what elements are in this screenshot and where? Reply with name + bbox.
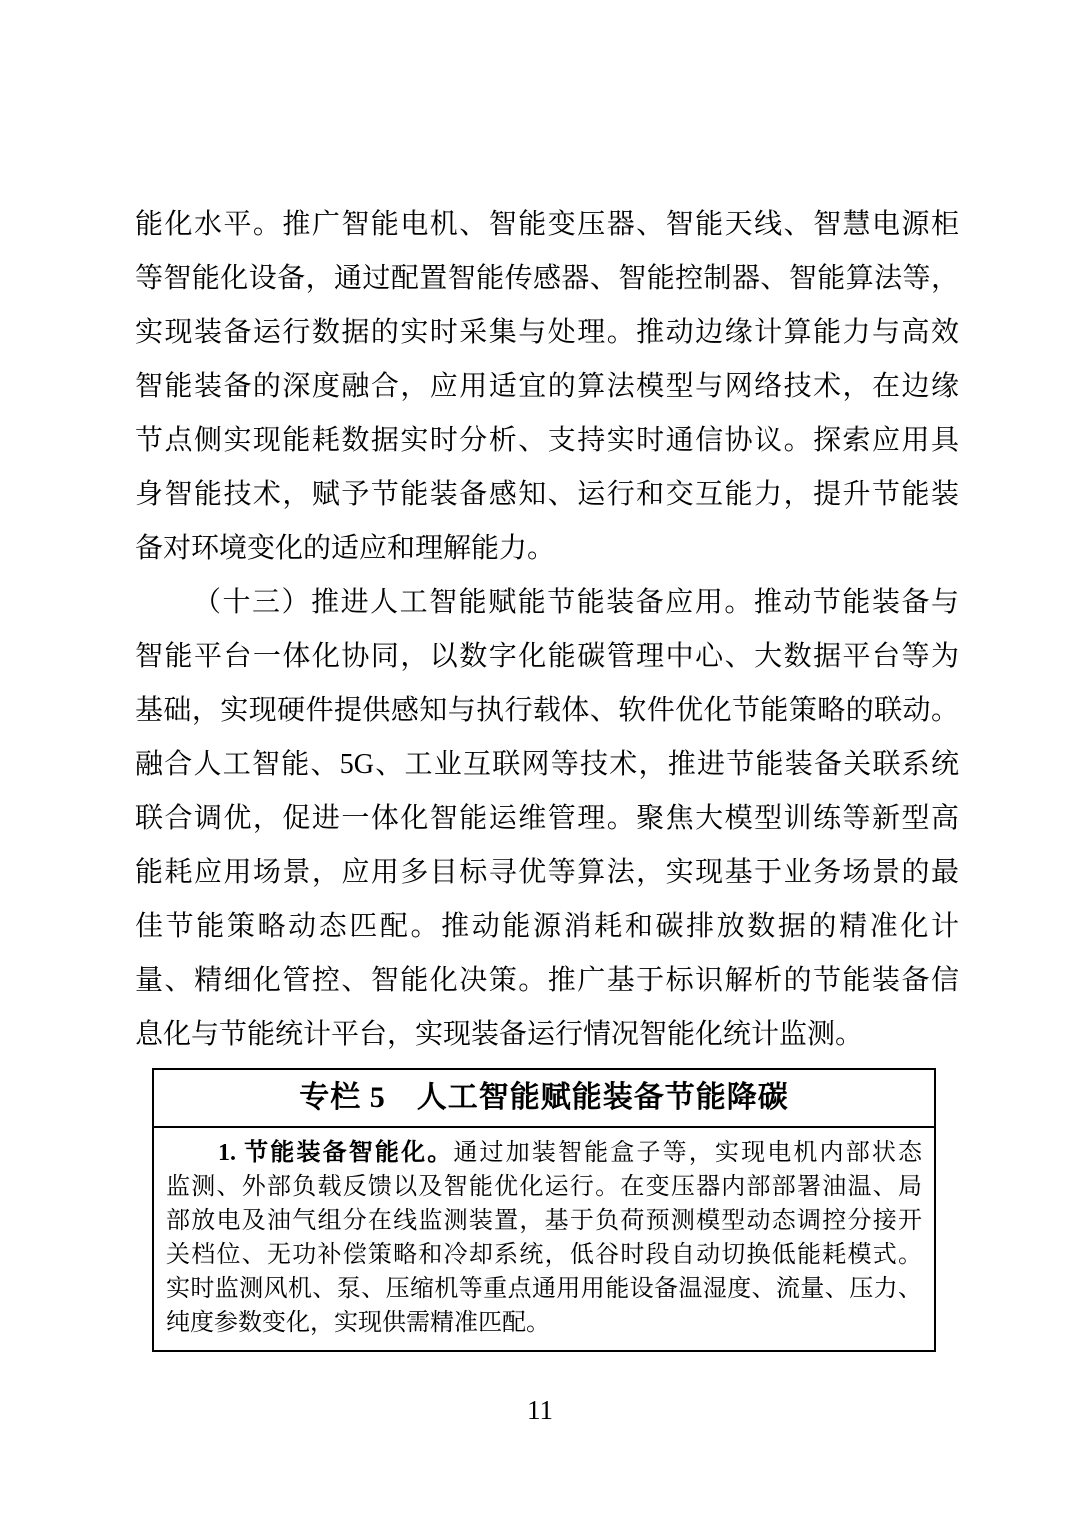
text-line: 佳节能策略动态匹配。推动能源消耗和碳排放数据的精准化计 xyxy=(135,911,959,942)
text-line: 备对环境变化的适应和理解能力。 xyxy=(135,533,556,564)
text-line: 等智能化设备，通过配置智能传感器、智能控制器、智能算法等， xyxy=(135,263,959,294)
panel-line-text: 监测、外部负载反馈以及智能优化运行。在变压器内部部署油温、局 xyxy=(166,1174,922,1200)
info-panel xyxy=(152,1068,936,1352)
panel-line xyxy=(166,1170,922,1204)
panel-line-text: 纯度参数变化，实现供需精准匹配。 xyxy=(166,1310,550,1336)
panel-line xyxy=(166,1272,922,1306)
text-line: 息化与节能统计平台，实现装备运行情况智能化统计监测。 xyxy=(135,1019,864,1050)
panel-line xyxy=(166,1306,922,1340)
panel-line-text: 部放电及油气组分在线监测装置，基于负荷预测模型动态调控分接开 xyxy=(166,1208,922,1234)
text-line: 能化水平。推广智能电机、智能变压器、智能天线、智慧电源柜 xyxy=(135,209,959,240)
panel-line-text: 实时监测风机、泵、压缩机等重点通用用能设备温湿度、流量、压力、 xyxy=(166,1276,922,1302)
panel-body xyxy=(154,1128,934,1350)
text-line: 智能装备的深度融合，应用适宜的算法模型与网络技术，在边缘 xyxy=(135,371,959,402)
panel-line-lead: 1. 节能装备智能化。 xyxy=(218,1140,454,1166)
text-line: 基础，实现硬件提供感知与执行载体、软件优化节能策略的联动。 xyxy=(135,695,959,726)
text-line: （十三）推进人工智能赋能节能装备应用。推动节能装备与 xyxy=(193,587,959,618)
text-line: 能耗应用场景，应用多目标寻优等算法，实现基于业务场景的最 xyxy=(135,857,959,888)
panel-title: 专栏 5 人工智能赋能装备节能降碳 xyxy=(154,1070,934,1128)
text-line: 实现装备运行数据的实时采集与处理。推动边缘计算能力与高效 xyxy=(135,317,959,348)
text-line: 智能平台一体化协同，以数字化能碳管理中心、大数据平台等为 xyxy=(135,641,959,672)
panel-line xyxy=(166,1204,922,1238)
text-line: 身智能技术，赋予节能装备感知、运行和交互能力，提升节能装 xyxy=(135,479,959,510)
text-line: 节点侧实现能耗数据实时分析、支持实时通信协议。探索应用具 xyxy=(135,425,959,456)
body-text xyxy=(135,198,959,1352)
text-line: 联合调优，促进一体化智能运维管理。聚焦大模型训练等新型高 xyxy=(135,803,959,834)
text-line: 融合人工智能、5G、工业互联网等技术，推进节能装备关联系统 xyxy=(135,749,959,780)
paragraph-2 xyxy=(135,576,959,1062)
text-line: 量、精细化管控、智能化决策。推广基于标识解析的节能装备信 xyxy=(135,965,959,996)
panel-line xyxy=(166,1238,922,1272)
panel-line-text: 关档位、无功补偿策略和冷却系统，低谷时段自动切换低能耗模式。 xyxy=(166,1242,922,1268)
page-number: 11 xyxy=(527,1395,553,1425)
paragraph-1 xyxy=(135,198,959,576)
panel-line-text: 通过加装智能盒子等，实现电机内部状态 xyxy=(453,1140,923,1166)
panel-line xyxy=(166,1136,922,1170)
